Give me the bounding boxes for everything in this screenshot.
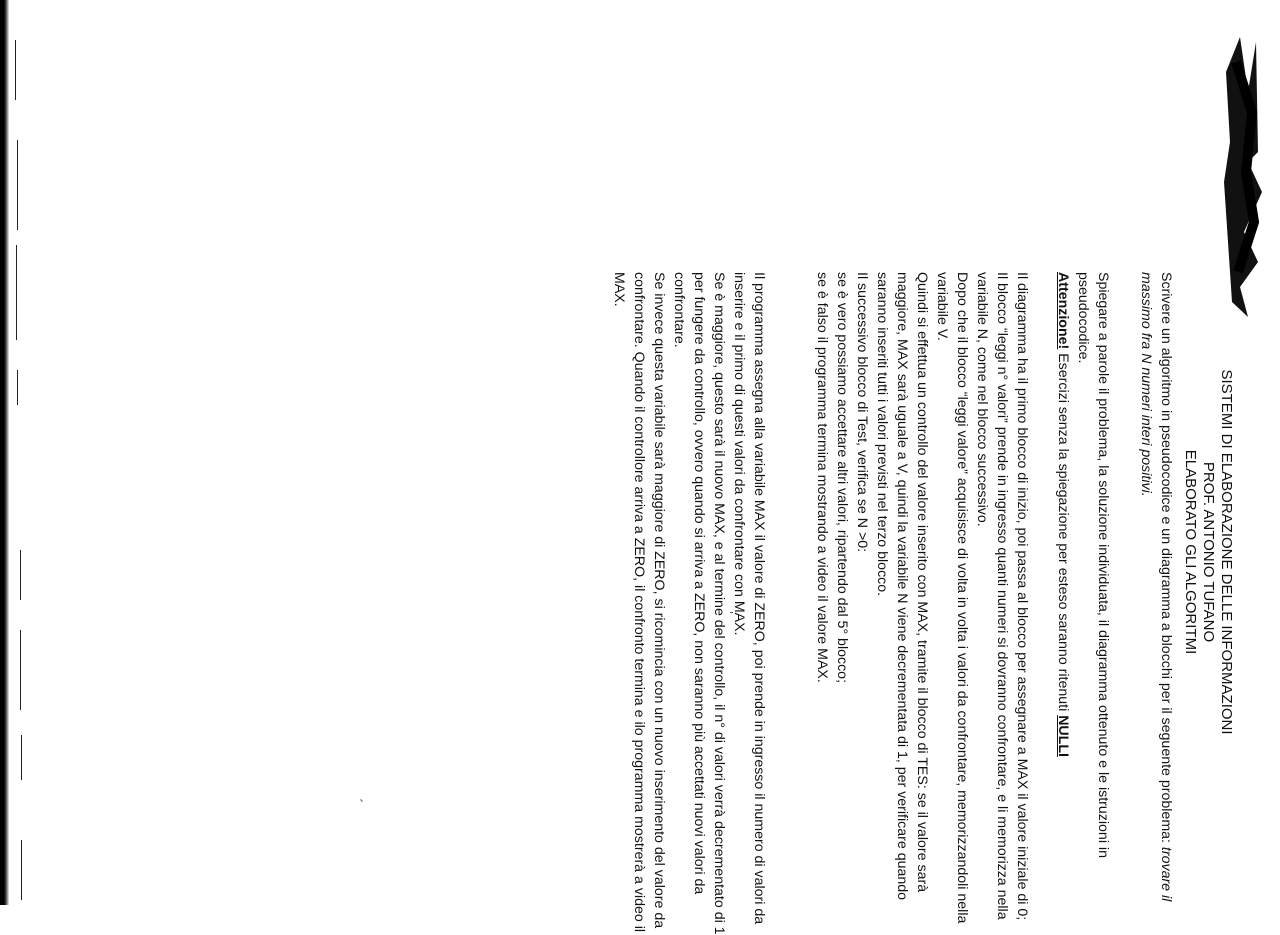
explanation-line: Il diagramma ha il primo blocco di inizio, poi passa al blocco per assegnare a MAX il valore iniziale di 0; (1014, 272, 1030, 921)
explanation-line: variabile V. (934, 272, 950, 341)
instructions-line: pseudocodice. (1075, 272, 1091, 364)
program-line: confrontare. (671, 272, 687, 348)
program-line: inserire e il primo di questi valori da confrontare con MAX. (731, 272, 747, 636)
program-line: MAX. (611, 272, 627, 307)
explanation-line: Dopo che il blocco “leggi valore” acquisisce di volta in volta i valori da confrontare, memorizzandoli nella (954, 272, 970, 924)
scan-edge-mark (20, 630, 21, 710)
explanation-line: variabile N, come nel blocco successivo. (974, 272, 990, 527)
scan-edge-mark (17, 140, 18, 230)
explanation-line: Il successivo blocco di Test, verifica se N >0: (854, 272, 870, 553)
scan-speck (360, 799, 363, 802)
instructions-line: Spiegare a parole il problema, la soluzione individuata, il diagramma ottenuto e le istruzioni in (1095, 272, 1111, 858)
explanation-line: maggiore, MAX sarà uguale a V, quindi la variabile N viene decrementata di 1, per verificare quando (894, 272, 910, 901)
professor-name: PROF. ANTONIO TUFANO (1200, 461, 1217, 643)
explanation-line: saranno inseriti tutti i valori previsti nel terzo blocco. (874, 272, 890, 597)
explanation-line: se è falso il programma termina mostrando a video il valore MAX. (814, 272, 830, 683)
document-header (1181, 272, 1235, 832)
scan-edge-mark (20, 550, 21, 600)
program-line: Il programma assegna alla variabile MAX il valore di ZERO, poi prende in ingresso il numero di valori da (751, 272, 767, 925)
scan-left-edge (0, 0, 9, 905)
program-line: per fungere da controllo, ovvero quando si arriva a ZERO, non saranno più accettati nuovi valori da (691, 272, 707, 895)
warning-text: Esercizi senza la spiegazione per esteso saranno ritenuti (1055, 349, 1071, 716)
assignment-title: ELABORATO GLI ALGORITMI (1182, 449, 1199, 655)
program-line: Se è maggiore, questo sarà il nuovo MAX, e al termine del controllo, il n° di valori verrà decrementato di 1 (711, 272, 727, 935)
intro-line (1156, 272, 1176, 902)
problem-statement: massimo fra N numeri interi positivi. (1138, 272, 1154, 497)
scan-edge-mark (17, 370, 18, 405)
intro-text: Scrivere un algoritmo in pseudocodice e un diagramma a blocchi per il seguente problema: (1158, 272, 1174, 847)
explanation-line: Il blocco “leggi n° valori” prende in ingresso quanti numeri si dovranno confrontare, e li memorizza nella (994, 272, 1010, 920)
scan-edge-mark (21, 735, 22, 780)
explanation-line: se è vero possiamo accettare altri valori, ripartendo dal 5° blocco; (834, 272, 850, 684)
document-body (430, 272, 1235, 935)
program-line: confrontare. Quando il controllore arriva a ZERO, il confronto termina e ilo programma mostrerà a video il (631, 272, 647, 933)
course-title: SISTEMI DI ELABORAZIONE DELLE INFORMAZIONI (1218, 369, 1235, 735)
scan-edge-mark (16, 245, 17, 340)
warning-line (1053, 272, 1073, 832)
scan-edge-mark (15, 40, 16, 100)
scan-edge-mark (21, 840, 22, 900)
problem-emphasis: trovare il (1158, 846, 1174, 902)
warning-label: Attenzione! (1055, 272, 1071, 350)
explanation-line: Quindi si effettua un controllo del valore inserito con MAX, tramite il blocco di TES: se il valore sarà (914, 272, 930, 893)
program-line: Se invece questa variabile sarà maggiore di ZERO, si ricomincia con un nuovo inserimento del valore da (651, 272, 667, 929)
warning-null: NULLI (1055, 715, 1071, 757)
